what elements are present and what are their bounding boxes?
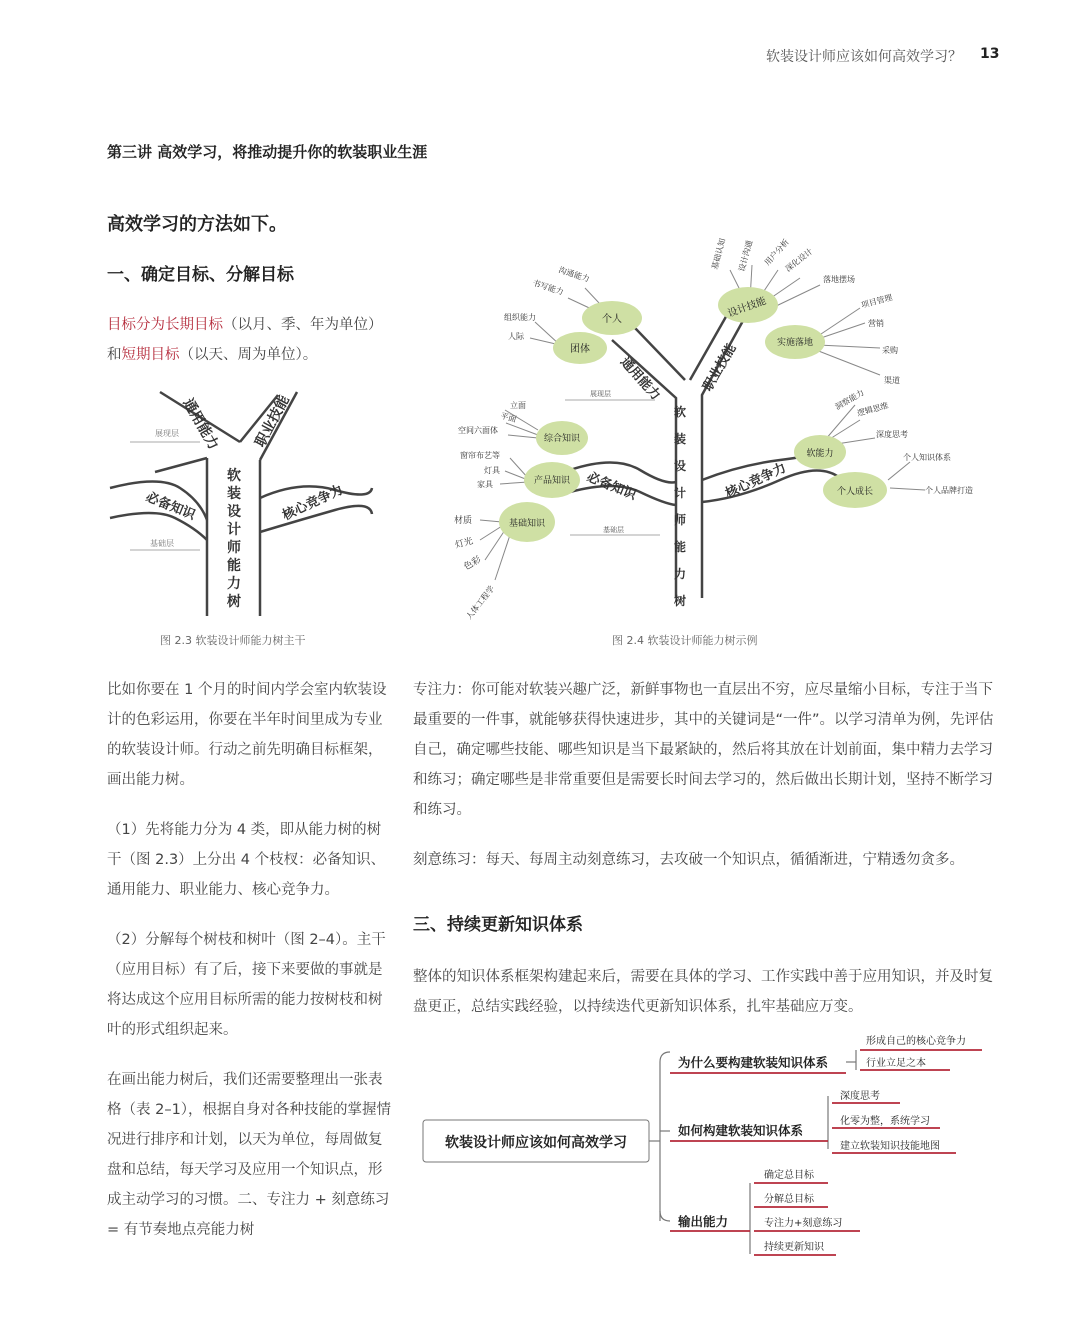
mindmap-leaf: 行业立足之本 (866, 1058, 926, 1069)
mindmap-leaf: 化零为整，系统学习 (840, 1116, 930, 1127)
fig24-leaf-line (508, 435, 538, 438)
fig24-leaf-line (772, 285, 820, 308)
fig24-leaf: 材质 (454, 516, 473, 526)
fig23-trunk-char: 师 (227, 540, 241, 556)
fig24-node-soft: 软能力 (806, 449, 834, 459)
mindmap-branch-output: 输出能力 (678, 1214, 729, 1229)
fig24-leaf: 深化设计 (783, 246, 815, 274)
fig24-trunk-right-line (702, 290, 760, 598)
fig24-leaf: 灯光 (454, 536, 475, 551)
fig24-leaf-line (500, 482, 528, 484)
fig24-trunk-char: 装 (673, 432, 687, 446)
fig24-leaf: 人际 (508, 332, 524, 341)
left-paragraph: （2）分解每个树枝和树叶（图 2–4）。主干（应用目标）有了后，接下来要做的事就是将达成这个应用目标所需的能力按树枝和树叶的形式组织起来。 (107, 932, 386, 1038)
fig23-branch-core: 核心竞争力 (280, 482, 346, 524)
fig24-branch-career: 职业技能 (700, 341, 740, 394)
fig24-leaf: 逻辑思维 (856, 400, 890, 418)
short-term-goal: 短期目标 (121, 347, 180, 363)
fig24-leaf: 窗帘布艺等 (460, 451, 500, 460)
fig24-trunk-char: 力 (673, 567, 687, 581)
mindmap-root: 软装设计师应该如何高效学习 (445, 1135, 627, 1151)
fig24-leaf: 深度思考 (876, 430, 908, 439)
fig23-trunk-char: 装 (227, 486, 241, 502)
goal-line-1 (107, 310, 407, 340)
mindmap-connector (660, 1052, 670, 1062)
fig24-leaf: 采购 (882, 346, 898, 355)
long-term-unit: （以月、季、年为单位） (223, 317, 383, 333)
mindmap-leaf: 形成自己的核心竞争力 (866, 1036, 966, 1047)
fig24-node-growth: 个人成长 (836, 487, 874, 497)
fig24-branch-required: 必备知识 (584, 469, 639, 504)
mindmap-branch-why: 为什么要构建软装知识体系 (678, 1055, 829, 1070)
fig24-leaf: 空间六面体 (458, 426, 498, 435)
fig24-node-team: 团体 (570, 344, 590, 355)
fig24-leaf: 渠道 (884, 376, 900, 385)
running-header: 软装设计师应该如何高效学习？ (766, 49, 962, 65)
section3-heading: 三、持续更新知识体系 (413, 915, 583, 935)
figure-2-4-diagram (440, 230, 1000, 625)
fig24-leaf: 书写能力 (531, 278, 565, 297)
lecture-title: 第三讲 高效学习，将推动提升你的软装职业生涯 (107, 143, 428, 161)
mindmap-leaf: 深度思考 (840, 1091, 880, 1102)
mindmap-leaf: 分解总目标 (764, 1194, 814, 1205)
fig24-leaf-line (816, 350, 880, 375)
fig24-node-comprehensive: 综合知识 (543, 434, 581, 444)
fig23-trunk-char: 设 (227, 504, 241, 520)
fig24-leaf: 洞察能力 (833, 387, 866, 412)
fig24-branch-general: 通用能力 (617, 354, 663, 404)
fig23-layer-top: 展现层 (155, 429, 179, 438)
fig24-leaf-line (480, 526, 502, 540)
mindmap-leaf: 持续更新知识 (764, 1242, 824, 1253)
section3-paragraph: 整体的知识体系框架构建起来后，需要在具体的学习、工作实践中善于应用知识，并及时复盘更正，总结实践经验，以持续迭代更新知识体系，扎牢基础应万变。 (413, 969, 993, 1015)
knowledge-mindmap (420, 1025, 1000, 1265)
fig24-trunk-char: 计 (673, 486, 687, 500)
fig24-node-product: 产品知识 (533, 476, 571, 486)
fig24-leaf-line (818, 345, 880, 348)
fig24-trunk-char: 设 (673, 459, 687, 473)
fig24-leaf-line (480, 520, 502, 522)
focus-paragraph: 专注力：你可能对软装兴趣广泛，新鲜事物也一直层出不穷，应尽量缩小目标，专注于当下最重要的一件事，就能够获得快速进步，其中的关键词是“一件”。以学习清单为例，先评估自己，确定哪些技能、哪些知识是当下最紧缺的，然后将其放在计划前面，集中精力去学习和练习；确定哪些是非常重要但是需要长时间去学习的，然后做出长期计划，坚持不断学习和练习。 (413, 682, 994, 818)
fig24-leaf: 项目管理 (860, 292, 894, 310)
figure-2-3-caption: 图 2.3 软装设计师能力树主干 (160, 634, 306, 647)
fig24-leaf-line (815, 308, 860, 338)
fig24-leaf: 人体工程学 (464, 584, 497, 622)
fig24-trunk-char: 软 (673, 405, 687, 419)
fig24-leaf-line (506, 423, 538, 435)
mindmap-leaf: 专注力+刻意练习 (764, 1218, 843, 1229)
left-column (107, 675, 392, 1265)
fig23-left-branch-line-2 (155, 458, 207, 472)
fig24-trunk-char: 树 (673, 594, 687, 608)
left-paragraph: 比如你要在 1 个月的时间内学会室内软装设计的色彩运用，你要在半年时间里成为专业的软装设计师。行动之前先明确目标框架，画出能力树。 (107, 682, 387, 788)
fig23-branch-required: 必备知识 (143, 489, 198, 524)
fig24-leaf: 平面 (499, 411, 518, 425)
page-number: 13 (980, 46, 1000, 62)
mindmap-branch-how: 如何构建软装知识体系 (678, 1123, 804, 1138)
fig24-leaf-line (888, 462, 910, 480)
fig24-layer-top: 展现层 (590, 390, 611, 398)
fig24-leaf-line (890, 488, 925, 490)
fig24-leaf: 沟通能力 (557, 265, 591, 284)
fig24-leaf: 个人知识体系 (903, 453, 951, 462)
section1-heading: 一、确定目标、分解目标 (107, 265, 294, 285)
fig24-node-personal: 个人 (602, 314, 622, 325)
figure-2-4-caption: 图 2.4 软装设计师能力树示例 (612, 634, 758, 647)
fig24-leaf: 用户分析 (762, 237, 791, 268)
fig24-leaf: 营销 (868, 319, 884, 328)
goal-line-2 (107, 340, 407, 370)
fig24-leaf: 色彩 (462, 554, 484, 573)
right-column (413, 675, 1003, 895)
fig23-trunk-char: 计 (227, 522, 241, 538)
fig23-layer-base: 基础层 (150, 539, 174, 548)
fig24-node-basic: 基础知识 (508, 519, 546, 529)
fig24-node-implement: 实施落地 (776, 338, 814, 348)
fig24-leaf: 组织能力 (504, 313, 536, 322)
fig24-leaf: 家具 (477, 480, 493, 489)
left-paragraph: 在画出能力树后，我们还需要整理出一张表格（表 2–1），根据自身对各种技能的掌握情况进行排序和计划，以天为单位，每周做复盘和总结，每天学习及应用一个知识点，形成主动学习的习惯。二、专注力 + 刻意练习 = 有节奏地点亮能力树 (107, 1072, 392, 1238)
fig24-leaf: 基础认知 (710, 237, 728, 271)
goal-and: 和 (107, 347, 122, 363)
intro-heading: 高效学习的方法如下。 (107, 214, 287, 235)
short-term-unit: （以天、周为单位）。 (179, 347, 318, 363)
fig24-leaf: 灯具 (484, 466, 500, 475)
fig23-branch-career: 职业技能 (252, 392, 293, 450)
fig24-leaf: 立面 (510, 401, 526, 410)
practice-paragraph: 刻意练习：每天、每周主动刻意练习，去攻破一个知识点，循循渐进，宁精透勿贪多。 (413, 852, 964, 868)
fig24-node-design: 设计技能 (726, 295, 768, 320)
mindmap-leaf: 建立软装知识技能地图 (840, 1141, 940, 1152)
fig24-trunk-char: 能 (673, 540, 687, 554)
left-paragraph: （1）先将能力分为 4 类，即从能力树的树干（图 2.3）上分出 4 个枝杈：必备知识、通用能力、职业能力、核心竞争力。 (107, 822, 386, 898)
fig24-layer-base: 基础层 (603, 526, 624, 534)
long-term-goal: 目标分为长期目标 (107, 317, 223, 333)
goal-paragraph (107, 310, 407, 370)
mindmap-connector (660, 1211, 670, 1221)
fig24-leaf: 个人品牌打造 (925, 486, 973, 495)
fig23-trunk-char: 树 (227, 594, 241, 610)
fig23-trunk-char: 软 (227, 468, 241, 484)
mindmap-leaf: 确定总目标 (764, 1170, 814, 1181)
fig23-trunk-char: 能 (227, 558, 241, 574)
fig23-branch-general: 通用能力 (179, 396, 222, 453)
fig24-leaf: 落地摆场 (823, 275, 855, 284)
fig24-leaf: 设计沟通 (737, 239, 755, 273)
fig23-trunk-char: 力 (227, 576, 241, 592)
fig24-trunk-char: 师 (673, 513, 687, 527)
figure-2-3-diagram (100, 380, 400, 625)
fig24-branch-core: 核心竞争力 (723, 460, 789, 502)
